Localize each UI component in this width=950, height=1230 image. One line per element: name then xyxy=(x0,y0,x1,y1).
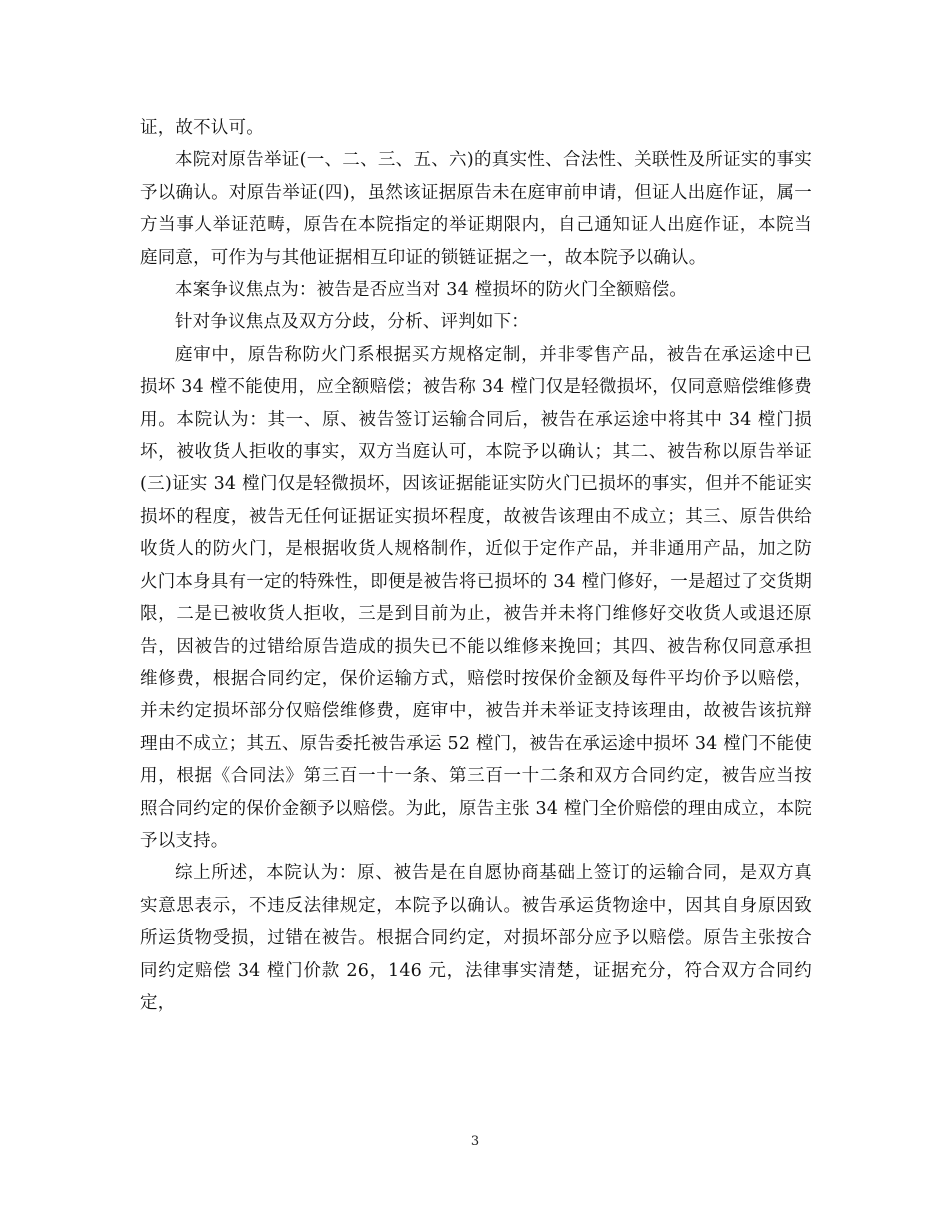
paragraph-4: 针对争议焦点及双方分歧，分析、评判如下： xyxy=(175,312,529,333)
paragraph-1: 证，故不认可。 xyxy=(140,118,264,138)
paragraph-6: 综上所述，本院认为：原、被告是在自愿协商基础上签订的运输合同，是双方真实意思表示，不违反法律规定，本院予以确认。被告承运货物途中，因其自身原因致所运货物受损，过错在被告。根据合同约定，对损坏部分应予以赔偿。原告主张按合同约定赔偿 34 樘门价款 26，146 元，法律事实清楚，证据充分，符合双方合同约定， xyxy=(140,863,812,1013)
paragraph-3: 本案争议焦点为：被告是否应当对 34 樘损坏的防火门全额赔偿。 xyxy=(175,280,688,301)
document-body xyxy=(140,112,812,1019)
paragraph-2: 本院对原告举证(一、二、三、五、六)的真实性、合法性、关联性及所证实的事实予以确认。对原告举证(四)，虽然该证据原告未在庭审前申请，但证人出庭作证，属一方当事人举证范畴，原告在本院指定的举证期限内，自己通知证人出庭作证，本院当庭同意，可作为与其他证据相互印证的锁链证据之一，故本院予以确认。 xyxy=(140,150,812,268)
paragraph-5: 庭审中，原告称防火门系根据买方规格定制，并非零售产品，被告在承运途中已损坏 34 樘不能使用，应全额赔偿；被告称 34 樘门仅是轻微损坏，仅同意赔偿维修费用。本院认为：其一、原、被告签订运输合同后，被告在承运途中将其中 34 樘门损坏，被收货人拒收的事实，双方当庭认可，本院予以确认；其二、被告称以原告举证(三)证实 34 樘门仅是轻微损坏，因该证据能证实防火门已损坏的事实，但并不能证实损坏的程度，被告无任何证据证实损坏程度，故被告该理由不成立；其三、原告供给收货人的防火门，是根据收货人规格制作，近似于定作产品，并非通用产品，加之防火门本身具有一定的特殊性，即便是被告将已损坏的 34 樘门修好，一是超过了交货期限，二是已被收货人拒收，三是到目前为止，被告并未将门维修好交收货人或退还原告，因被告的过错给原告造成的损失已不能以维修来挽回；其四、被告称仅同意承担维修费，根据合同约定，保价运输方式，赔偿时按保价金额及每件平均价予以赔偿，并未约定损坏部分仅赔偿维修费，庭审中，被告并未举证支持该理由，故被告该抗辩理由不成立；其五、原告委托被告承运 52 樘门，被告在承运途中损坏 34 樘门不能使用，根据《合同法》第三百一十一条、第三百一十二条和双方合同约定，被告应当按照合同约定的保价金额予以赔偿。为此，原告主张 34 樘门全价赔偿的理由成立，本院予以支持。 xyxy=(140,344,812,851)
page-number: 3 xyxy=(470,1134,480,1149)
